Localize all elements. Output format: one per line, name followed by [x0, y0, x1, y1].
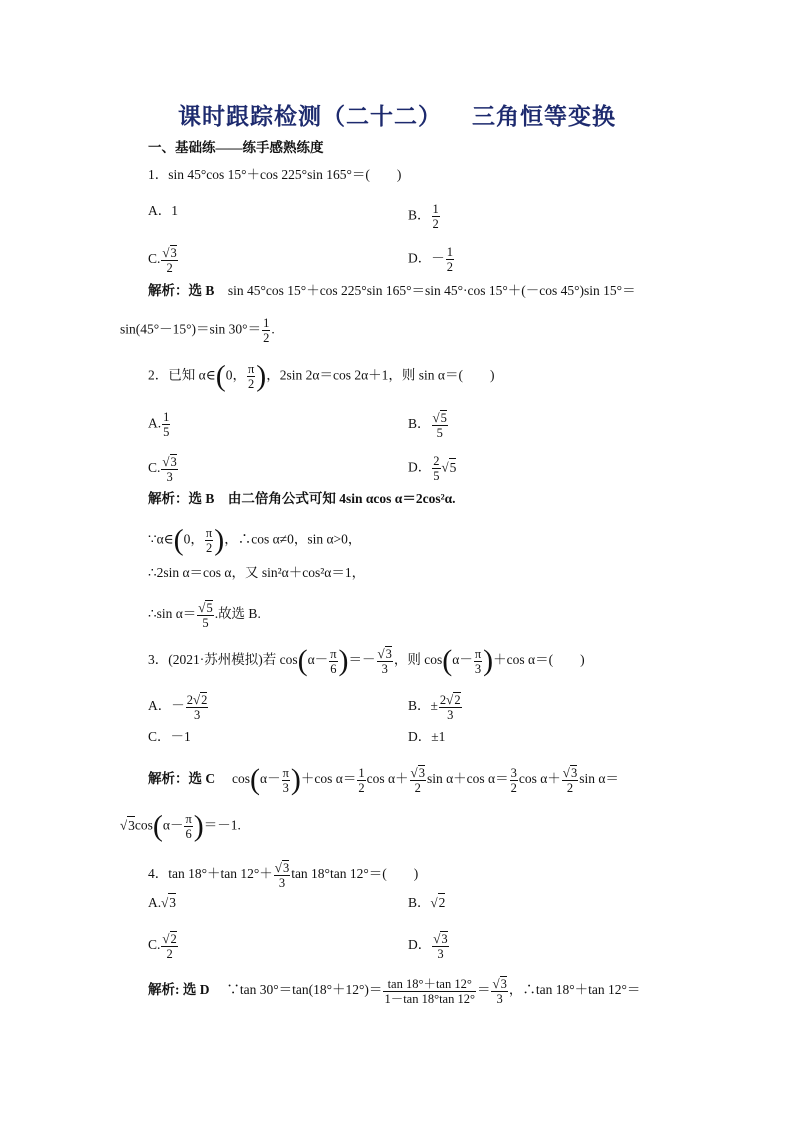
q2-option-a: A. $\frac{1}{5}$	[148, 410, 170, 439]
q3-option-c: C．－1	[148, 729, 191, 744]
q3-option-d: D．±1	[408, 729, 446, 744]
q2-solution-line2: ∵α∈(0， $\frac{\pi}{2}$ )，∴cos α≠0，sin α>0，	[148, 523, 362, 557]
section-heading: 一、基础练——练手感熟练度	[148, 140, 324, 155]
q3-option-a: A．－ $\frac{2√2}{3}$	[148, 692, 208, 722]
q1-solution-line2: sin(45°－15°)＝sin 30°＝ $\frac{1}{2}$ .	[120, 316, 275, 345]
q1-option-c: C. $\frac{√3}{2}$	[148, 245, 177, 275]
q4-solution-line1: 解析: 选 D ∵tan 30°＝tan(18°＋12°)＝ $\frac{\tan 18^\circ+\tan 12^\circ}{1-\tan 18^\circ\tan 12^\circ}$ ＝ $\frac{√3}{3}$ ，∴tan 18°＋tan 12°＝	[148, 976, 641, 1006]
q1-option-a: A．1	[148, 203, 178, 218]
q3-solution-line1: 解析：选 C cos(α－ $\frac{\pi}{3}$ )＋cos α＝ $\frac{1}{2}$ cos α＋ $\frac{√3}{2}$ sin α＋cos α＝ $\frac{3}{2}$ cos α＋ $\frac{√3}{2}$ sin α＝	[148, 763, 619, 796]
q4-option-c: C. $\frac{√2}{2}$	[148, 931, 177, 961]
q4-option-b: B．√2	[408, 895, 446, 910]
q3-solution-line2: √3cos(α－ $\frac{\pi}{6}$ )＝－1.	[120, 809, 241, 843]
q2-option-c: C. $\frac{√3}{3}$	[148, 454, 177, 484]
q1-option-d: D．－ $\frac{1}{2}$	[408, 245, 453, 274]
q2-solution-line3: ∴2sin α＝cos α，又 sin²α＋cos²α＝1，	[148, 565, 366, 580]
q4-option-a: A.√3	[148, 895, 177, 910]
q2-option-d: D． $\frac{2}{5}$ √5	[408, 454, 457, 483]
title-main: 课时跟踪检测（二十二）	[178, 104, 442, 129]
q2-option-b: B． $\frac{√5}{5}$	[408, 410, 447, 440]
q2-stem: 2．已知 α∈(0， $\frac{\pi}{2}$ )，2sin 2α＝cos 2α＋1，则 sin α＝( )	[148, 359, 495, 393]
q1-solution-line1: 解析：选 B sin 45°cos 15°＋cos 225°sin 165°＝sin 45°·cos 15°＋(－cos 45°)sin 15°＝	[148, 283, 636, 298]
q1-option-b: B． $\frac{1}{2}$	[408, 202, 439, 231]
q4-option-d: D． $\frac{√3}{3}$	[408, 931, 448, 961]
q4-stem: 4．tan 18°＋tan 12°＋ $\frac{√3}{3}$ tan 18°tan 12°＝( )	[148, 860, 419, 890]
q2-solution-line4: ∴sin α＝ $\frac{√5}{5}$ .故选 B.	[148, 600, 261, 630]
page-title	[0, 98, 794, 131]
q1-stem: 1．sin 45°cos 15°＋cos 225°sin 165°＝( )	[148, 167, 402, 182]
q2-solution-line1: 解析：选 B 由二倍角公式可知 4sin αcos α＝2cos²α.	[148, 491, 456, 506]
q3-option-b: B．± $\frac{2√2}{3}$	[408, 692, 461, 722]
q3-stem: 3．(2021·苏州模拟)若 cos(α－ $\frac{\pi}{6}$ )＝－ $\frac{√3}{3}$ ，则 cos(α－ $\frac{\pi}{3}$ )＋cos α＝( )	[148, 644, 585, 677]
title-sub: 三角恒等变换	[472, 104, 616, 129]
